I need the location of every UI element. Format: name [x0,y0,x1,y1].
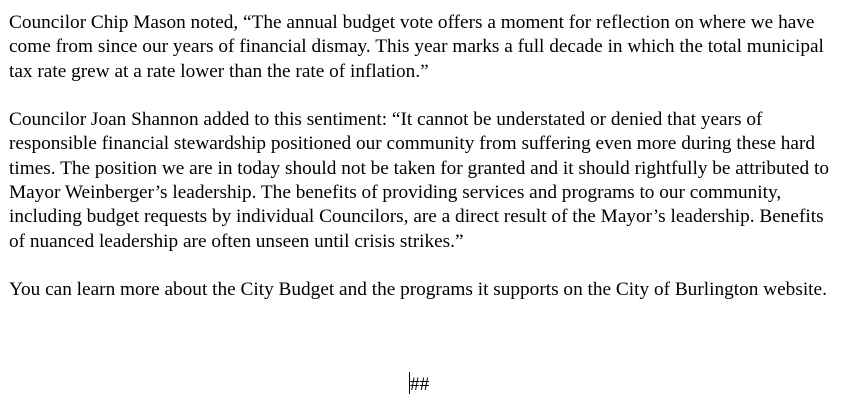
end-mark[interactable] [409,372,429,397]
paragraph-mason-quote: Councilor Chip Mason noted, “The annual budget vote offers a moment for reflection on where we have come from since our years of financial dismay. This year marks a full decade in which the total municipal tax rate grew at a rate lower than the rate of inflation.” [9,12,824,82]
paragraph-shannon-quote: Councilor Joan Shannon added to this sentiment: “It cannot be understated or denied that years of responsible financial stewardship positioned our community from suffering even more during these hard times. The position we are in today should not be taken for granted and it should rightfully be attributed to Mayor Weinberger’s leadership. The benefits of providing services and programs to our community, including budget requests by individual Councilors, are a direct result of the Mayor’s leadership. Benefits of nuanced leadership are often unseen until crisis strikes.” [9,109,829,252]
end-mark-text: ## [410,374,430,395]
document-body [9,11,837,327]
paragraph-budget-info: You can learn more about the City Budget and the programs it supports on the City of Burlington website. [9,279,827,301]
